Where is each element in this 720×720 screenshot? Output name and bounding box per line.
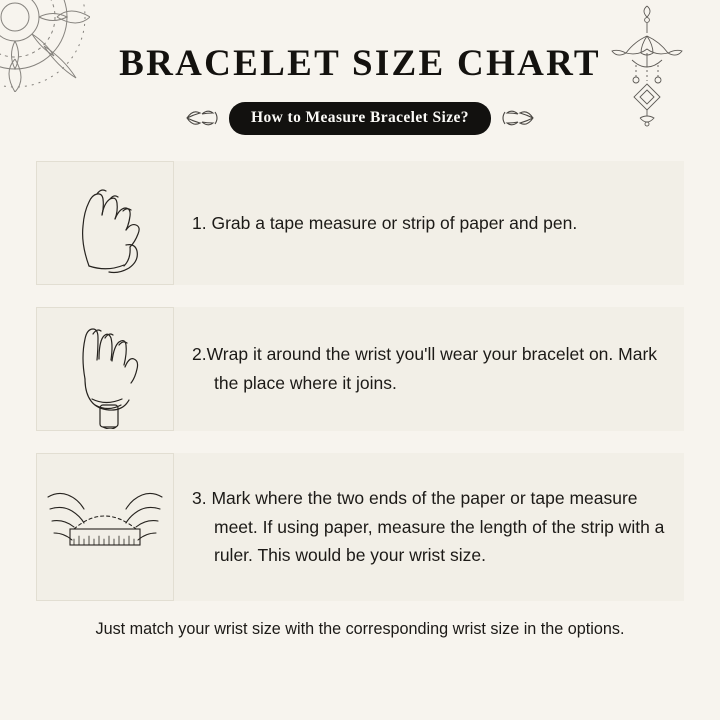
- page-header: [0, 0, 720, 135]
- footer-note: Just match your wrist size with the corresponding wrist size in the options.: [95, 619, 625, 638]
- step-3-label: 3. Mark where the two ends of the paper or tape measure meet. If using paper, measure the length of the strip with a ruler. This would be your wrist size.: [192, 488, 665, 565]
- hand-with-tape-illustration: [36, 307, 174, 431]
- page-title: BRACELET SIZE CHART: [119, 43, 601, 84]
- list-item: [36, 453, 684, 601]
- step-3-text: [192, 453, 684, 601]
- list-item: [36, 307, 684, 431]
- status-badge: How to Measure Bracelet Size?: [229, 102, 491, 135]
- list-item: [36, 161, 684, 285]
- step-1-text: [192, 161, 684, 285]
- leaf-flourish-right-icon: [501, 108, 535, 128]
- subtitle-row: [0, 102, 720, 135]
- hands-with-ruler-illustration: [36, 453, 174, 601]
- leaf-flourish-left-icon: [185, 108, 219, 128]
- step-2-label: 2.Wrap it around the wrist you'll wear your bracelet on. Mark the place where it joins.: [192, 344, 658, 393]
- hand-fist-illustration: [36, 161, 174, 285]
- step-2-text: [192, 307, 684, 431]
- step-1-label: 1. Grab a tape measure or strip of paper and pen.: [192, 212, 578, 233]
- steps-list: [0, 161, 720, 601]
